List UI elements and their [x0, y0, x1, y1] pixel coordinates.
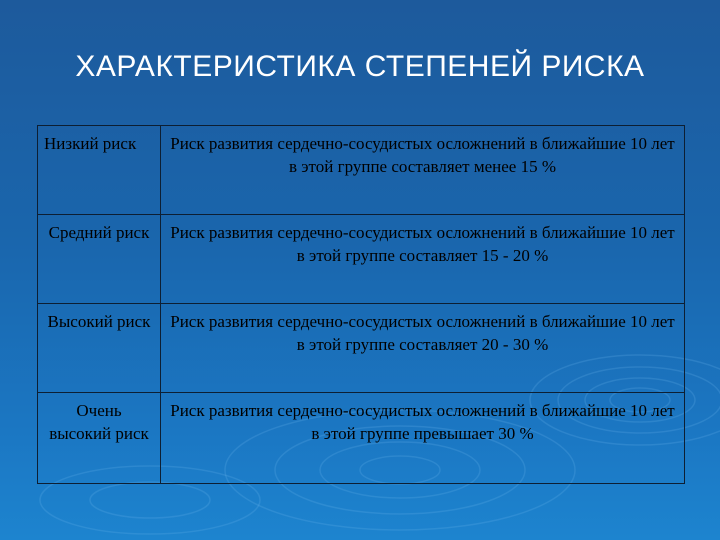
slide-title: ХАРАКТЕРИСТИКА СТЕПЕНЕЙ РИСКА	[75, 50, 645, 83]
risk-level-cell: Низкий риск	[38, 126, 161, 215]
risk-level-cell: Очень высокий риск	[38, 393, 161, 484]
risk-description-cell: Риск развития сердечно-сосудистых осложнений в ближайшие 10 лет в этой группе составляет менее 15 %	[161, 126, 685, 215]
table-row	[38, 393, 685, 484]
risk-description-cell: Риск развития сердечно-сосудистых осложнений в ближайшие 10 лет в этой группе превышает 30 %	[161, 393, 685, 484]
risk-level-cell: Высокий риск	[38, 304, 161, 393]
risk-description-cell: Риск развития сердечно-сосудистых осложнений в ближайшие 10 лет в этой группе составляет 15 - 20 %	[161, 215, 685, 304]
risk-levels-table	[37, 125, 685, 484]
risk-level-cell: Средний риск	[38, 215, 161, 304]
table-row	[38, 126, 685, 215]
risk-description-cell: Риск развития сердечно-сосудистых осложнений в ближайшие 10 лет в этой группе составляет 20 - 30 %	[161, 304, 685, 393]
table-row	[38, 304, 685, 393]
table-row	[38, 215, 685, 304]
